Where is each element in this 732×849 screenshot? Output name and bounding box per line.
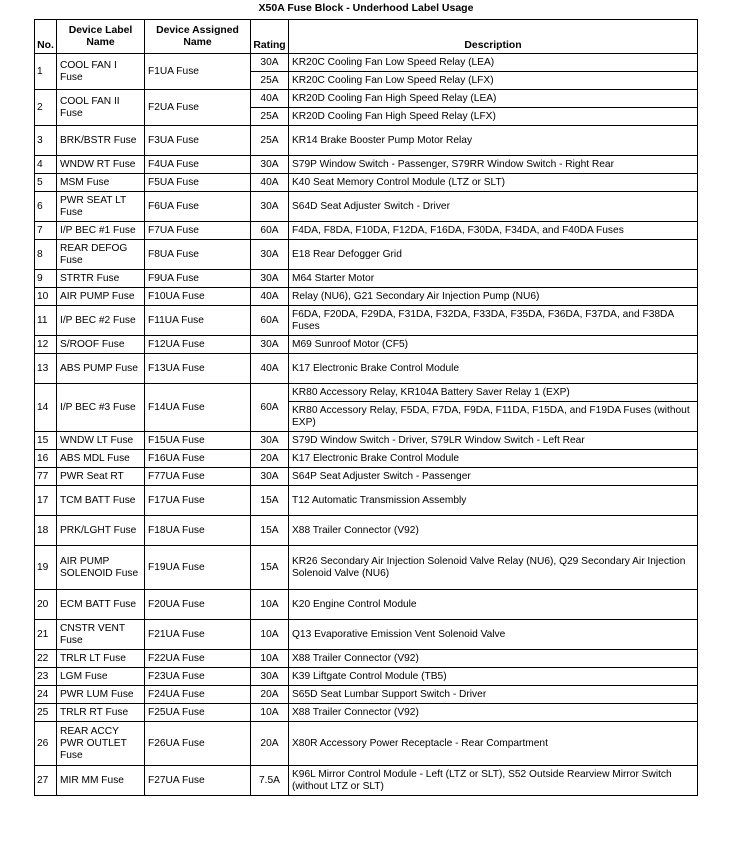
fuse-number: 7 [35, 222, 57, 240]
fuse-number: 18 [35, 516, 57, 546]
fuse-rating: 25A [251, 108, 289, 126]
fuse-description: K20 Engine Control Module [289, 590, 698, 620]
device-assigned-name: F20UA Fuse [145, 590, 251, 620]
fuse-number: 9 [35, 270, 57, 288]
device-label: PWR Seat RT [57, 468, 145, 486]
device-assigned-name: F12UA Fuse [145, 336, 251, 354]
fuse-number: 27 [35, 766, 57, 796]
device-label: ABS MDL Fuse [57, 450, 145, 468]
device-assigned-name: F13UA Fuse [145, 354, 251, 384]
table-row [35, 704, 698, 722]
device-label: PWR SEAT LT Fuse [57, 192, 145, 222]
table-body [35, 54, 698, 796]
fuse-description: F6DA, F20DA, F29DA, F31DA, F32DA, F33DA, F35DA, F36DA, F37DA, and F38DA Fuses [289, 306, 698, 336]
fuse-description: S64D Seat Adjuster Switch - Driver [289, 192, 698, 222]
fuse-number: 26 [35, 722, 57, 766]
fuse-number: 24 [35, 686, 57, 704]
fuse-rating: 7.5A [251, 766, 289, 796]
device-label: REAR DEFOG Fuse [57, 240, 145, 270]
device-assigned-name: F21UA Fuse [145, 620, 251, 650]
device-assigned-name: F10UA Fuse [145, 288, 251, 306]
device-label: ECM BATT Fuse [57, 590, 145, 620]
device-assigned-name: F7UA Fuse [145, 222, 251, 240]
header-device-assigned: Device Assigned Name [145, 20, 251, 54]
device-label: COOL FAN I Fuse [57, 54, 145, 90]
fuse-number: 1 [35, 54, 57, 90]
fuse-rating: 15A [251, 486, 289, 516]
fuse-description: K17 Electronic Brake Control Module [289, 354, 698, 384]
table-row [35, 54, 698, 72]
device-assigned-name: F2UA Fuse [145, 90, 251, 126]
fuse-rating: 30A [251, 240, 289, 270]
fuse-rating: 20A [251, 722, 289, 766]
fuse-rating: 25A [251, 72, 289, 90]
fuse-rating: 25A [251, 126, 289, 156]
fuse-number: 25 [35, 704, 57, 722]
device-label: PRK/LGHT Fuse [57, 516, 145, 546]
device-label: PWR LUM Fuse [57, 686, 145, 704]
fuse-description: K96L Mirror Control Module - Left (LTZ or SLT), S52 Outside Rearview Mirror Switch (without LTZ or SLT) [289, 766, 698, 796]
device-assigned-name: F24UA Fuse [145, 686, 251, 704]
table-row [35, 192, 698, 222]
header-rating: Rating [251, 20, 289, 54]
device-label: LGM Fuse [57, 668, 145, 686]
fuse-number: 13 [35, 354, 57, 384]
table-row [35, 90, 698, 108]
device-label: CNSTR VENT Fuse [57, 620, 145, 650]
fuse-number: 10 [35, 288, 57, 306]
fuse-rating: 30A [251, 192, 289, 222]
header-device-label: Device Label Name [57, 20, 145, 54]
fuse-number: 15 [35, 432, 57, 450]
fuse-number: 2 [35, 90, 57, 126]
device-label: STRTR Fuse [57, 270, 145, 288]
fuse-rating: 30A [251, 54, 289, 72]
fuse-description: Relay (NU6), G21 Secondary Air Injection Pump (NU6) [289, 288, 698, 306]
device-label: S/ROOF Fuse [57, 336, 145, 354]
fuse-description: K17 Electronic Brake Control Module [289, 450, 698, 468]
device-label: MSM Fuse [57, 174, 145, 192]
device-assigned-name: F5UA Fuse [145, 174, 251, 192]
device-assigned-name: F4UA Fuse [145, 156, 251, 174]
fuse-description: S65D Seat Lumbar Support Switch - Driver [289, 686, 698, 704]
device-label: BRK/BSTR Fuse [57, 126, 145, 156]
table-row [35, 288, 698, 306]
device-label: I/P BEC #2 Fuse [57, 306, 145, 336]
fuse-number: 11 [35, 306, 57, 336]
device-assigned-name: F23UA Fuse [145, 668, 251, 686]
fuse-number: 12 [35, 336, 57, 354]
device-assigned-name: F25UA Fuse [145, 704, 251, 722]
device-assigned-name: F1UA Fuse [145, 54, 251, 90]
fuse-number: 19 [35, 546, 57, 590]
table-row [35, 546, 698, 590]
fuse-rating: 10A [251, 590, 289, 620]
fuse-description: K40 Seat Memory Control Module (LTZ or SLT) [289, 174, 698, 192]
fuse-number: 5 [35, 174, 57, 192]
device-assigned-name: F19UA Fuse [145, 546, 251, 590]
table-row [35, 486, 698, 516]
device-assigned-name: F15UA Fuse [145, 432, 251, 450]
header-no: No. [35, 20, 57, 54]
fuse-number: 77 [35, 468, 57, 486]
table-row [35, 516, 698, 546]
table-row [35, 650, 698, 668]
fuse-description: KR20D Cooling Fan High Speed Relay (LFX) [289, 108, 698, 126]
fuse-rating: 60A [251, 306, 289, 336]
device-label: AIR PUMP Fuse [57, 288, 145, 306]
device-assigned-name: F6UA Fuse [145, 192, 251, 222]
device-assigned-name: F18UA Fuse [145, 516, 251, 546]
fuse-description: X80R Accessory Power Receptacle - Rear Compartment [289, 722, 698, 766]
fuse-description: K39 Liftgate Control Module (TB5) [289, 668, 698, 686]
table-row [35, 174, 698, 192]
fuse-rating: 30A [251, 432, 289, 450]
device-assigned-name: F77UA Fuse [145, 468, 251, 486]
table-row [35, 336, 698, 354]
fuse-number: 14 [35, 384, 57, 432]
fuse-description: X88 Trailer Connector (V92) [289, 516, 698, 546]
fuse-rating: 20A [251, 686, 289, 704]
device-label: WNDW LT Fuse [57, 432, 145, 450]
table-row [35, 222, 698, 240]
table-row [35, 240, 698, 270]
table-row [35, 306, 698, 336]
device-label: I/P BEC #1 Fuse [57, 222, 145, 240]
fuse-description: KR26 Secondary Air Injection Solenoid Valve Relay (NU6), Q29 Secondary Air Injection Solenoid Valve (NU6) [289, 546, 698, 590]
fuse-description: X88 Trailer Connector (V92) [289, 650, 698, 668]
fuse-description: S79P Window Switch - Passenger, S79RR Window Switch - Right Rear [289, 156, 698, 174]
fuse-number: 21 [35, 620, 57, 650]
page-title: X50A Fuse Block - Underhood Label Usage [258, 2, 474, 14]
table-row [35, 384, 698, 402]
fuse-rating: 20A [251, 450, 289, 468]
device-label: I/P BEC #3 Fuse [57, 384, 145, 432]
fuse-rating: 60A [251, 384, 289, 432]
fuse-rating: 10A [251, 620, 289, 650]
fuse-description: KR20C Cooling Fan Low Speed Relay (LEA) [289, 54, 698, 72]
device-assigned-name: F17UA Fuse [145, 486, 251, 516]
device-label: REAR ACCY PWR OUTLET Fuse [57, 722, 145, 766]
fuse-description: T12 Automatic Transmission Assembly [289, 486, 698, 516]
fuse-rating: 30A [251, 668, 289, 686]
fuse-rating: 40A [251, 90, 289, 108]
table-row [35, 432, 698, 450]
device-assigned-name: F8UA Fuse [145, 240, 251, 270]
table-row [35, 620, 698, 650]
fuse-rating: 10A [251, 704, 289, 722]
fuse-rating: 30A [251, 336, 289, 354]
device-assigned-name: F22UA Fuse [145, 650, 251, 668]
fuse-description: Q13 Evaporative Emission Vent Solenoid Valve [289, 620, 698, 650]
fuse-number: 8 [35, 240, 57, 270]
fuse-rating: 30A [251, 270, 289, 288]
fuse-rating: 60A [251, 222, 289, 240]
fuse-description: KR14 Brake Booster Pump Motor Relay [289, 126, 698, 156]
fuse-rating: 40A [251, 288, 289, 306]
device-label: AIR PUMP SOLENOID Fuse [57, 546, 145, 590]
header-row [35, 20, 698, 54]
fuse-number: 4 [35, 156, 57, 174]
table-row [35, 590, 698, 620]
table-row [35, 468, 698, 486]
fuse-description: KR20C Cooling Fan Low Speed Relay (LFX) [289, 72, 698, 90]
device-label: COOL FAN II Fuse [57, 90, 145, 126]
device-assigned-name: F26UA Fuse [145, 722, 251, 766]
device-label: ABS PUMP Fuse [57, 354, 145, 384]
table-row [35, 722, 698, 766]
fuse-description: X88 Trailer Connector (V92) [289, 704, 698, 722]
fuse-description: E18 Rear Defogger Grid [289, 240, 698, 270]
fuse-number: 16 [35, 450, 57, 468]
fuse-rating: 10A [251, 650, 289, 668]
fuse-number: 23 [35, 668, 57, 686]
table-row [35, 156, 698, 174]
device-assigned-name: F14UA Fuse [145, 384, 251, 432]
header-description: Description [289, 20, 698, 54]
fuse-number: 22 [35, 650, 57, 668]
fuse-rating: 15A [251, 516, 289, 546]
device-assigned-name: F3UA Fuse [145, 126, 251, 156]
table-row [35, 766, 698, 796]
device-assigned-name: F16UA Fuse [145, 450, 251, 468]
fuse-description: M69 Sunroof Motor (CF5) [289, 336, 698, 354]
fuse-number: 3 [35, 126, 57, 156]
fuse-description: M64 Starter Motor [289, 270, 698, 288]
device-label: TRLR LT Fuse [57, 650, 145, 668]
fuse-description: F4DA, F8DA, F10DA, F12DA, F16DA, F30DA, F34DA, and F40DA Fuses [289, 222, 698, 240]
fuse-rating: 30A [251, 156, 289, 174]
table-row [35, 354, 698, 384]
device-assigned-name: F27UA Fuse [145, 766, 251, 796]
fuse-description: S64P Seat Adjuster Switch - Passenger [289, 468, 698, 486]
fuse-number: 20 [35, 590, 57, 620]
fuse-rating: 15A [251, 546, 289, 590]
fuse-rating: 30A [251, 468, 289, 486]
fuse-rating: 40A [251, 354, 289, 384]
table-row [35, 686, 698, 704]
device-assigned-name: F9UA Fuse [145, 270, 251, 288]
table-row [35, 270, 698, 288]
device-label: TRLR RT Fuse [57, 704, 145, 722]
fuse-description: KR80 Accessory Relay, F5DA, F7DA, F9DA, F11DA, F15DA, and F19DA Fuses (without EXP) [289, 402, 698, 432]
fuse-number: 17 [35, 486, 57, 516]
device-label: MIR MM Fuse [57, 766, 145, 796]
device-label: WNDW RT Fuse [57, 156, 145, 174]
fuse-rating: 40A [251, 174, 289, 192]
fuse-description: KR20D Cooling Fan High Speed Relay (LEA) [289, 90, 698, 108]
table-row [35, 668, 698, 686]
fuse-description: S79D Window Switch - Driver, S79LR Window Switch - Left Rear [289, 432, 698, 450]
device-assigned-name: F11UA Fuse [145, 306, 251, 336]
fuse-table [34, 19, 698, 796]
table-row [35, 126, 698, 156]
fuse-number: 6 [35, 192, 57, 222]
device-label: TCM BATT Fuse [57, 486, 145, 516]
fuse-description: KR80 Accessory Relay, KR104A Battery Saver Relay 1 (EXP) [289, 384, 698, 402]
table-row [35, 450, 698, 468]
